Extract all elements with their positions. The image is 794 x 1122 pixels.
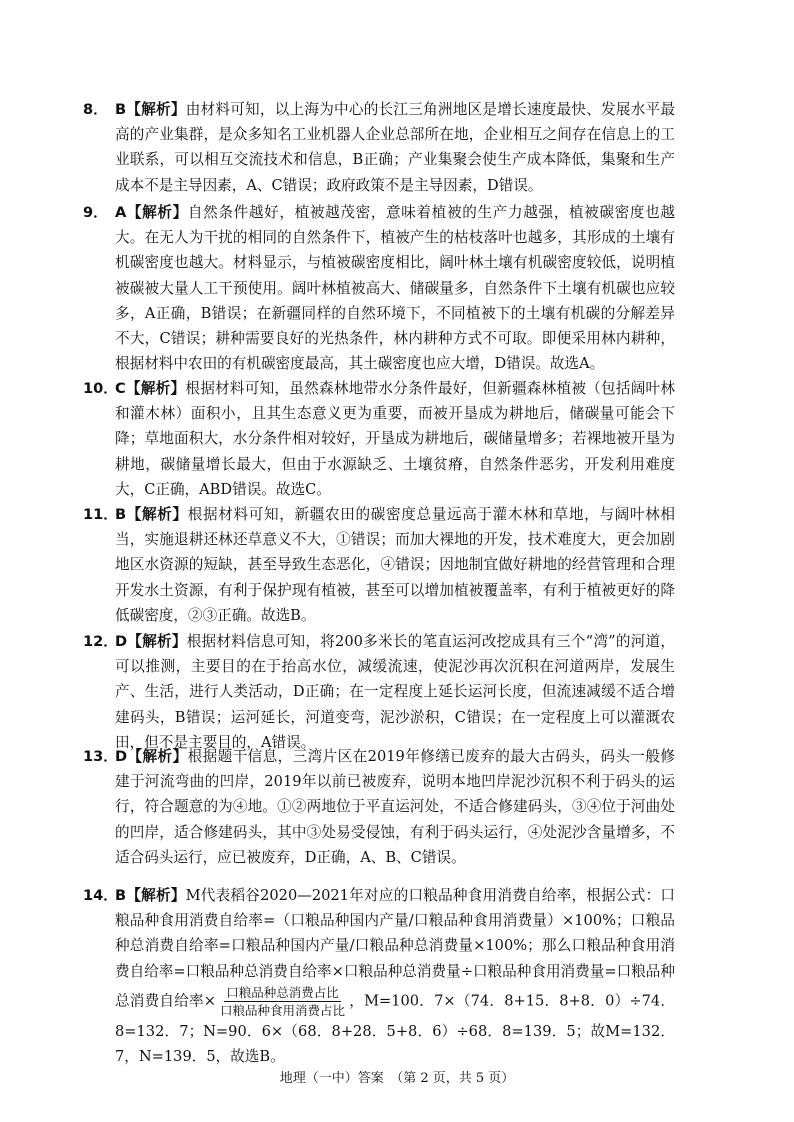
- answer-item-14: [83, 883, 675, 1069]
- analysis-tag: 【解析】: [126, 204, 188, 221]
- answer-item-9: [83, 200, 675, 376]
- analysis-text-continued: ，M=100．7×（74．8+15．8+8．0）÷74．8=132．7；N=90．6×（68．8+28．5+8．6）÷68．8=139．5；故M=132．7，N=139．5，故选B。: [115, 992, 675, 1066]
- formula-fraction: [218, 984, 347, 1019]
- answer-letter: B: [115, 887, 127, 904]
- page-footer: 地理（一中）答案 （第 2 页，共 5 页）: [279, 1071, 515, 1086]
- analysis-tag: 【解析】: [126, 887, 186, 904]
- answer-item-10: [83, 376, 675, 502]
- question-number: 11．: [83, 506, 118, 523]
- question-number: 10．: [83, 380, 118, 397]
- analysis-tag: 【解析】: [127, 633, 187, 650]
- analysis-text: 根据材料可知，新疆农田的碳密度总量远高于灌木林和草地，与阔叶林相当，实施退耕还林还草意义不大，①错误；而加大裸地的开发，技术难度大，更会加剧地区水资源的短缺，甚至导致生态恶化，④错误；因地制宜做好耕地的经营管理和合理开发水土资源，有利于保护现有植被，甚至可以增加植被覆盖率，有利于植被更好的降低碳密度，②③正确。故选B。: [115, 506, 675, 624]
- analysis-text: 根据材料信息可知，将200多米长的笔直运河改挖成具有三个“湾”的河道，可以推测，主要目的在于抬高水位，减缓流速，使泥沙再次沉积在河道两岸，发展生产、生活，进行人类活动，D正确；在一定程度上延长运河长度，但流速减缓不适合增建码头，B错误；运河延长，河道变弯，泥沙淤积，C错误；在一定程度上可以灌溉农田，但不是主要目的，A错误。: [115, 633, 675, 751]
- answer-item-13: [83, 744, 675, 870]
- analysis-tag: 【解析】: [126, 101, 186, 118]
- analysis-tag: 【解析】: [126, 506, 188, 523]
- question-number: 8．: [83, 101, 108, 118]
- answer-letter: B: [115, 506, 127, 523]
- answer-letter: D: [115, 748, 128, 765]
- fraction-numerator: 口粮品种总消费占比: [226, 984, 339, 1000]
- answer-letter: A: [115, 204, 127, 221]
- analysis-text: 由材料可知，以上海为中心的长江三角洲地区是增长速度最快、发展水平最高的产业集群，是众多知名工业机器人企业总部所在地，企业相互之间存在信息上的工业联系，可以相互交流技术和信息，B正确；产业集聚会使生产成本降低，集聚和生产成本不是主导因素，A、C错误；政府政策不是主导因素，D错误。: [115, 101, 675, 194]
- answer-letter: C: [115, 380, 126, 397]
- answer-item-12: [83, 629, 675, 755]
- answer-letter: D: [115, 633, 128, 650]
- analysis-text: 根据材料可知，虽然森林地带水分条件最好，但新疆森林植被（包括阔叶林和灌木林）面积小，且其生态意义更为重要，而被开垦成为耕地后，储碳量可能会下降；草地面积大，水分条件相对较好，开垦成为耕地后，碳储量增多；若裸地被开垦为耕地，碳储量增长最大，但由于水源缺乏、土壤贫瘠，自然条件恶劣，开发利用难度大，C正确，ABD错误。故选C。: [115, 380, 675, 498]
- answer-item-11: [83, 502, 675, 628]
- question-number: 9．: [83, 204, 108, 221]
- question-number: 13．: [83, 748, 118, 765]
- answer-item-8: [83, 97, 675, 198]
- analysis-tag: 【解析】: [127, 748, 188, 765]
- fraction-denominator: 口粮品种食用消费占比: [220, 1002, 346, 1018]
- analysis-text: M代表稻谷2020—2021年对应的口粮品种食用消费自给率，根据公式：口粮品种食用消费自给率=（口粮品种国内产量/口粮品种食用消费量）×100%；口粮品种总消费自给率=口粮品种国内产量/口粮品种总消费量×100%；那么口粮品种食用消费自给率=口粮品种总消费自给率×口粮品种总消费量÷口粮品种食用消费量=口粮品种总消费自给率×: [115, 887, 675, 1010]
- question-number: 12．: [83, 633, 118, 650]
- answer-letter: B: [115, 101, 127, 118]
- analysis-text: 自然条件越好，植被越茂密，意味着植被的生产力越强，植被碳密度也越大。在无人为干扰的相同的自然条件下，植被产生的枯枝落叶也越多，其形成的土壤有机碳密度也越大。材料显示，与植被碳密度相比，阔叶林土壤有机碳密度较低，说明植被碳被大量人工干预使用。阔叶林植被高大、储碳量多，自然条件下土壤有机碳也应较多，A正确，B错误；在新疆同样的自然环境下，不同植被下的土壤有机碳的分解差异不大，C错误；耕种需要良好的光热条件，林内耕种方式不可取。即便采用林内耕种，根据材料中农田的有机碳密度最高，其土碳密度也应大增，D错误。故选A。: [115, 204, 675, 373]
- question-number: 14．: [83, 887, 118, 904]
- analysis-tag: 【解析】: [125, 380, 186, 397]
- analysis-text: 根据题干信息，三湾片区在2019年修缮已废弃的最大古码头，码头一般修建于河流弯曲的凹岸，2019年以前已被废弃，说明本地凹岸泥沙沉积不利于码头的运行，符合题意的为④地。①②两地位于平直运河处，不适合修建码头，③④位于河曲处的凹岸，适合修建码头，其中③处易受侵蚀，有利于码头运行，④处泥沙含量增多，不适合码头运行，应已被废弃，D正确，A、B、C错误。: [115, 748, 675, 866]
